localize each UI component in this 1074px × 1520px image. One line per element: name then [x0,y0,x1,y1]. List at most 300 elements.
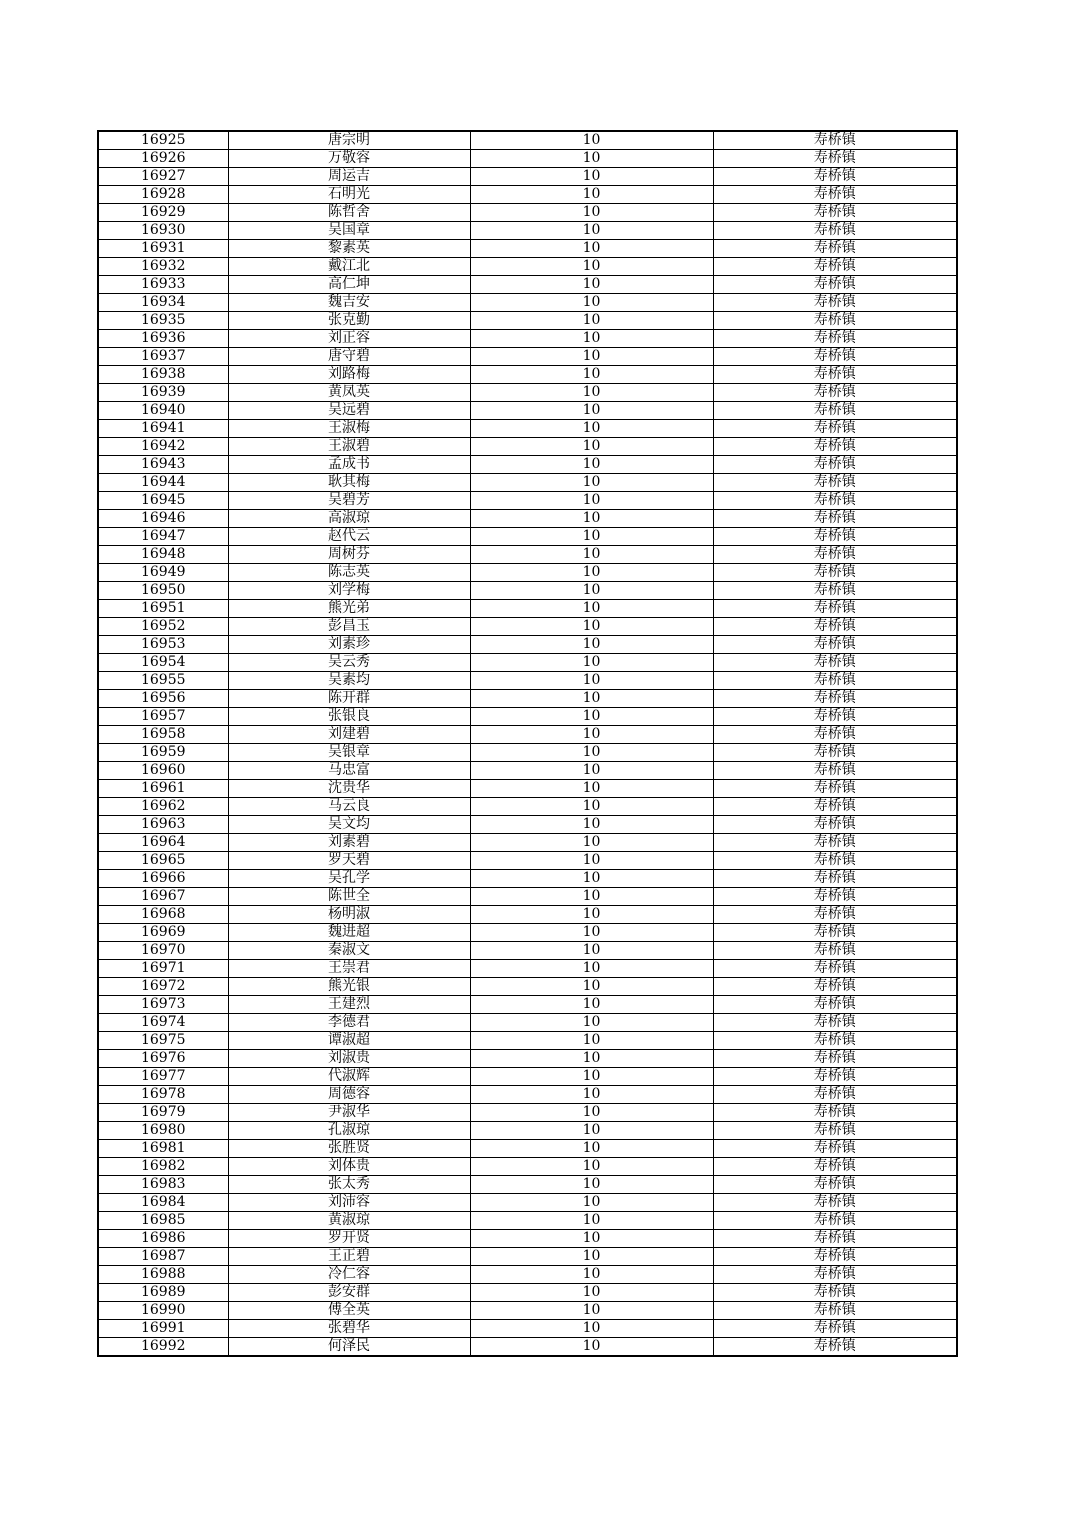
table-row [98,690,957,708]
cell-id: 16990 [98,1302,228,1320]
cell-town: 寿桥镇 [713,528,957,546]
cell-name: 黄凤英 [228,384,470,402]
cell-town: 寿桥镇 [713,1140,957,1158]
cell-amount: 10 [470,1194,713,1212]
cell-name: 陈世全 [228,888,470,906]
cell-name: 黎素英 [228,240,470,258]
cell-town: 寿桥镇 [713,996,957,1014]
cell-id: 16949 [98,564,228,582]
cell-name: 王崇君 [228,960,470,978]
cell-amount: 10 [470,834,713,852]
table-row [98,168,957,186]
cell-town: 寿桥镇 [713,1320,957,1338]
cell-id: 16967 [98,888,228,906]
cell-amount: 10 [470,528,713,546]
cell-name: 唐守碧 [228,348,470,366]
table-row [98,1194,957,1212]
cell-id: 16948 [98,546,228,564]
table-row [98,708,957,726]
cell-amount: 10 [470,1320,713,1338]
cell-amount: 10 [470,1212,713,1230]
table-row [98,834,957,852]
cell-name: 冷仁容 [228,1266,470,1284]
cell-amount: 10 [470,150,713,168]
roster-table-body [98,131,957,1356]
cell-name: 吴云秀 [228,654,470,672]
cell-name: 刘正容 [228,330,470,348]
cell-town: 寿桥镇 [713,690,957,708]
table-row [98,672,957,690]
cell-amount: 10 [470,546,713,564]
cell-amount: 10 [470,294,713,312]
table-row [98,1230,957,1248]
cell-id: 16978 [98,1086,228,1104]
cell-name: 彭昌玉 [228,618,470,636]
table-row [98,618,957,636]
cell-id: 16969 [98,924,228,942]
table-row [98,420,957,438]
cell-amount: 10 [470,816,713,834]
cell-amount: 10 [470,1158,713,1176]
table-row [98,744,957,762]
cell-amount: 10 [470,564,713,582]
cell-id: 16964 [98,834,228,852]
cell-name: 陈哲舍 [228,204,470,222]
cell-amount: 10 [470,924,713,942]
cell-town: 寿桥镇 [713,744,957,762]
cell-name: 万敬容 [228,150,470,168]
table-row [98,582,957,600]
cell-name: 沈贵华 [228,780,470,798]
table-row [98,456,957,474]
table-row [98,1014,957,1032]
cell-town: 寿桥镇 [713,438,957,456]
table-row [98,816,957,834]
cell-town: 寿桥镇 [713,672,957,690]
cell-name: 王淑碧 [228,438,470,456]
cell-town: 寿桥镇 [713,654,957,672]
cell-town: 寿桥镇 [713,150,957,168]
cell-town: 寿桥镇 [713,1086,957,1104]
cell-name: 刘路梅 [228,366,470,384]
table-row [98,348,957,366]
cell-id: 16984 [98,1194,228,1212]
table-row [98,1068,957,1086]
table-row [98,474,957,492]
cell-id: 16982 [98,1158,228,1176]
cell-name: 王正碧 [228,1248,470,1266]
cell-name: 刘学梅 [228,582,470,600]
cell-id: 16952 [98,618,228,636]
table-row [98,1050,957,1068]
cell-id: 16971 [98,960,228,978]
cell-amount: 10 [470,1230,713,1248]
table-row [98,1266,957,1284]
cell-town: 寿桥镇 [713,456,957,474]
cell-town: 寿桥镇 [713,204,957,222]
cell-name: 刘淑贵 [228,1050,470,1068]
table-row [98,888,957,906]
cell-id: 16931 [98,240,228,258]
cell-town: 寿桥镇 [713,582,957,600]
cell-amount: 10 [470,708,713,726]
cell-amount: 10 [470,240,713,258]
table-row [98,870,957,888]
table-row [98,726,957,744]
cell-amount: 10 [470,1014,713,1032]
cell-name: 耿其梅 [228,474,470,492]
cell-id: 16959 [98,744,228,762]
cell-name: 张克勤 [228,312,470,330]
cell-amount: 10 [470,1302,713,1320]
cell-amount: 10 [470,744,713,762]
cell-town: 寿桥镇 [713,1194,957,1212]
cell-town: 寿桥镇 [713,402,957,420]
cell-name: 熊光弟 [228,600,470,618]
table-row [98,1284,957,1302]
cell-name: 黄淑琼 [228,1212,470,1230]
table-row [98,564,957,582]
cell-id: 16926 [98,150,228,168]
cell-amount: 10 [470,888,713,906]
table-row [98,654,957,672]
cell-id: 16979 [98,1104,228,1122]
cell-name: 高仁坤 [228,276,470,294]
roster-table [97,130,958,1357]
cell-amount: 10 [470,204,713,222]
cell-town: 寿桥镇 [713,294,957,312]
table-row [98,1032,957,1050]
cell-town: 寿桥镇 [713,312,957,330]
cell-amount: 10 [470,672,713,690]
cell-id: 16947 [98,528,228,546]
cell-id: 16929 [98,204,228,222]
cell-name: 张银良 [228,708,470,726]
cell-amount: 10 [470,654,713,672]
cell-amount: 10 [470,852,713,870]
cell-name: 张胜贤 [228,1140,470,1158]
cell-town: 寿桥镇 [713,384,957,402]
cell-town: 寿桥镇 [713,1122,957,1140]
cell-id: 16956 [98,690,228,708]
cell-id: 16937 [98,348,228,366]
cell-town: 寿桥镇 [713,258,957,276]
cell-id: 16986 [98,1230,228,1248]
cell-id: 16938 [98,366,228,384]
cell-town: 寿桥镇 [713,1302,957,1320]
cell-name: 孔淑琼 [228,1122,470,1140]
cell-amount: 10 [470,1176,713,1194]
cell-id: 16987 [98,1248,228,1266]
cell-amount: 10 [470,510,713,528]
cell-id: 16946 [98,510,228,528]
cell-amount: 10 [470,1284,713,1302]
cell-amount: 10 [470,402,713,420]
cell-id: 16976 [98,1050,228,1068]
cell-town: 寿桥镇 [713,186,957,204]
cell-id: 16944 [98,474,228,492]
table-row [98,240,957,258]
cell-town: 寿桥镇 [713,1266,957,1284]
cell-name: 吴孔学 [228,870,470,888]
cell-amount: 10 [470,1140,713,1158]
cell-amount: 10 [470,1032,713,1050]
cell-town: 寿桥镇 [713,564,957,582]
cell-name: 李德君 [228,1014,470,1032]
cell-id: 16930 [98,222,228,240]
cell-amount: 10 [470,1248,713,1266]
cell-amount: 10 [470,960,713,978]
cell-town: 寿桥镇 [713,240,957,258]
cell-name: 吴碧芳 [228,492,470,510]
table-row [98,1158,957,1176]
cell-amount: 10 [470,438,713,456]
cell-town: 寿桥镇 [713,798,957,816]
cell-id: 16951 [98,600,228,618]
cell-amount: 10 [470,258,713,276]
cell-amount: 10 [470,690,713,708]
table-row [98,276,957,294]
cell-town: 寿桥镇 [713,978,957,996]
cell-town: 寿桥镇 [713,726,957,744]
cell-id: 16965 [98,852,228,870]
cell-name: 傅全英 [228,1302,470,1320]
cell-name: 吴远碧 [228,402,470,420]
cell-id: 16942 [98,438,228,456]
cell-id: 16943 [98,456,228,474]
table-row [98,186,957,204]
cell-town: 寿桥镇 [713,870,957,888]
cell-id: 16970 [98,942,228,960]
table-row [98,528,957,546]
table-row [98,294,957,312]
cell-amount: 10 [470,582,713,600]
cell-id: 16972 [98,978,228,996]
cell-id: 16973 [98,996,228,1014]
cell-name: 刘素碧 [228,834,470,852]
cell-id: 16980 [98,1122,228,1140]
cell-town: 寿桥镇 [713,492,957,510]
cell-id: 16934 [98,294,228,312]
cell-town: 寿桥镇 [713,546,957,564]
cell-id: 16974 [98,1014,228,1032]
cell-name: 刘建碧 [228,726,470,744]
table-row [98,852,957,870]
cell-name: 吴素均 [228,672,470,690]
cell-town: 寿桥镇 [713,222,957,240]
table-row [98,600,957,618]
cell-town: 寿桥镇 [713,366,957,384]
table-row [98,1320,957,1338]
cell-amount: 10 [470,1104,713,1122]
cell-id: 16941 [98,420,228,438]
cell-name: 刘体贵 [228,1158,470,1176]
cell-name: 刘素珍 [228,636,470,654]
cell-amount: 10 [470,870,713,888]
cell-id: 16955 [98,672,228,690]
cell-name: 孟成书 [228,456,470,474]
table-row [98,131,957,150]
cell-id: 16936 [98,330,228,348]
cell-id: 16989 [98,1284,228,1302]
table-row [98,1212,957,1230]
cell-name: 谭淑超 [228,1032,470,1050]
cell-amount: 10 [470,942,713,960]
cell-amount: 10 [470,131,713,150]
cell-amount: 10 [470,780,713,798]
cell-name: 尹淑华 [228,1104,470,1122]
cell-amount: 10 [470,996,713,1014]
cell-id: 16957 [98,708,228,726]
cell-amount: 10 [470,1086,713,1104]
cell-amount: 10 [470,366,713,384]
cell-amount: 10 [470,312,713,330]
table-row [98,222,957,240]
cell-name: 唐宗明 [228,131,470,150]
table-row [98,402,957,420]
cell-town: 寿桥镇 [713,906,957,924]
table-row [98,636,957,654]
cell-id: 16953 [98,636,228,654]
cell-name: 戴江北 [228,258,470,276]
cell-name: 石明光 [228,186,470,204]
cell-amount: 10 [470,1068,713,1086]
cell-name: 张太秀 [228,1176,470,1194]
cell-town: 寿桥镇 [713,762,957,780]
cell-name: 马云良 [228,798,470,816]
cell-name: 彭安群 [228,1284,470,1302]
table-row [98,258,957,276]
cell-town: 寿桥镇 [713,888,957,906]
cell-name: 周德容 [228,1086,470,1104]
cell-town: 寿桥镇 [713,131,957,150]
cell-amount: 10 [470,348,713,366]
cell-id: 16961 [98,780,228,798]
cell-town: 寿桥镇 [713,1104,957,1122]
cell-town: 寿桥镇 [713,708,957,726]
cell-amount: 10 [470,636,713,654]
cell-town: 寿桥镇 [713,1068,957,1086]
cell-amount: 10 [470,978,713,996]
cell-name: 代淑辉 [228,1068,470,1086]
table-row [98,1302,957,1320]
cell-amount: 10 [470,276,713,294]
table-row [98,330,957,348]
cell-name: 王建烈 [228,996,470,1014]
cell-amount: 10 [470,492,713,510]
table-row [98,510,957,528]
cell-id: 16991 [98,1320,228,1338]
cell-name: 魏吉安 [228,294,470,312]
table-row [98,366,957,384]
cell-amount: 10 [470,456,713,474]
cell-town: 寿桥镇 [713,600,957,618]
cell-amount: 10 [470,330,713,348]
cell-town: 寿桥镇 [713,1212,957,1230]
table-row [98,546,957,564]
cell-town: 寿桥镇 [713,1014,957,1032]
cell-town: 寿桥镇 [713,816,957,834]
table-row [98,996,957,1014]
cell-id: 16968 [98,906,228,924]
cell-amount: 10 [470,600,713,618]
table-row [98,204,957,222]
cell-town: 寿桥镇 [713,618,957,636]
cell-amount: 10 [470,618,713,636]
cell-amount: 10 [470,1338,713,1357]
cell-town: 寿桥镇 [713,1158,957,1176]
cell-town: 寿桥镇 [713,834,957,852]
cell-id: 16939 [98,384,228,402]
table-row [98,312,957,330]
cell-name: 吴文均 [228,816,470,834]
table-row [98,1338,957,1357]
cell-amount: 10 [470,384,713,402]
cell-id: 16966 [98,870,228,888]
cell-id: 16963 [98,816,228,834]
cell-town: 寿桥镇 [713,942,957,960]
cell-id: 16933 [98,276,228,294]
cell-id: 16950 [98,582,228,600]
table-row [98,1104,957,1122]
cell-id: 16935 [98,312,228,330]
cell-amount: 10 [470,1050,713,1068]
table-row [98,762,957,780]
table-row [98,384,957,402]
cell-name: 赵代云 [228,528,470,546]
cell-name: 陈开群 [228,690,470,708]
cell-id: 16958 [98,726,228,744]
cell-town: 寿桥镇 [713,276,957,294]
cell-name: 熊光银 [228,978,470,996]
cell-town: 寿桥镇 [713,1176,957,1194]
cell-town: 寿桥镇 [713,1032,957,1050]
table-row [98,1176,957,1194]
cell-name: 周运吉 [228,168,470,186]
cell-amount: 10 [470,168,713,186]
cell-id: 16962 [98,798,228,816]
table-row [98,492,957,510]
cell-town: 寿桥镇 [713,330,957,348]
cell-amount: 10 [470,222,713,240]
cell-id: 16925 [98,131,228,150]
cell-amount: 10 [470,186,713,204]
table-row [98,1086,957,1104]
cell-name: 罗天碧 [228,852,470,870]
cell-id: 16927 [98,168,228,186]
table-row [98,780,957,798]
cell-name: 秦淑文 [228,942,470,960]
cell-town: 寿桥镇 [713,780,957,798]
cell-name: 何泽民 [228,1338,470,1357]
cell-amount: 10 [470,420,713,438]
cell-town: 寿桥镇 [713,1230,957,1248]
cell-id: 16985 [98,1212,228,1230]
table-row [98,150,957,168]
table-row [98,942,957,960]
cell-town: 寿桥镇 [713,1338,957,1357]
cell-name: 吴国章 [228,222,470,240]
cell-town: 寿桥镇 [713,636,957,654]
cell-amount: 10 [470,1122,713,1140]
table-row [98,906,957,924]
cell-name: 高淑琼 [228,510,470,528]
cell-id: 16928 [98,186,228,204]
cell-name: 张碧华 [228,1320,470,1338]
table-row [98,1248,957,1266]
cell-id: 16988 [98,1266,228,1284]
cell-id: 16983 [98,1176,228,1194]
